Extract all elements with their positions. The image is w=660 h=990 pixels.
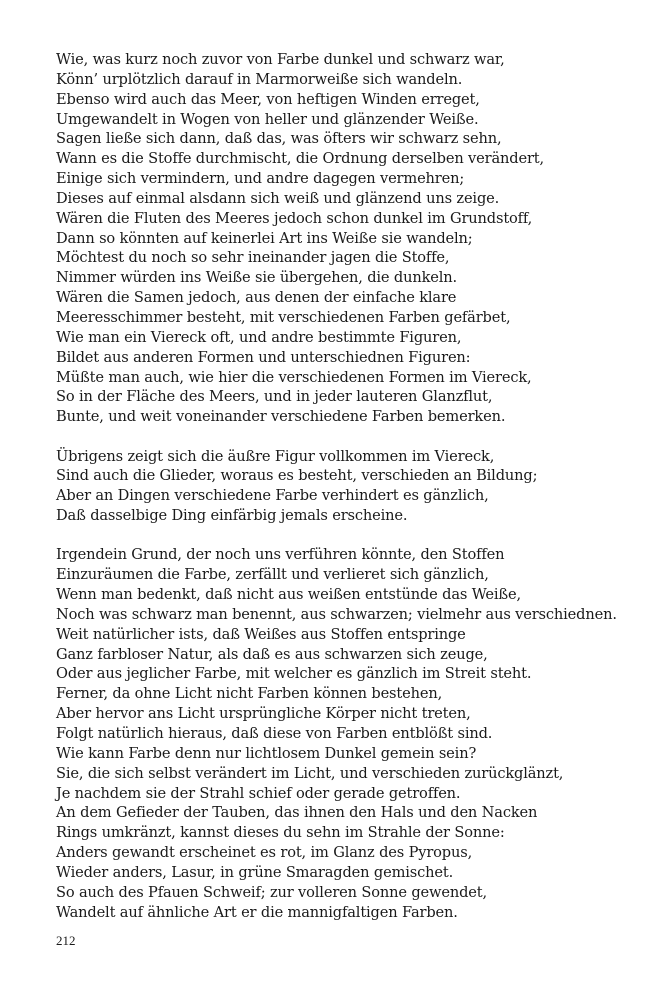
verse-line: Bildet aus anderen Formen und unterschiednen Figuren: xyxy=(56,348,471,366)
verse-line: Einzuräumen die Farbe, zerfällt und verlieret sich gänzlich, xyxy=(56,566,489,584)
verse-line: Wie kann Farbe denn nur lichtlosem Dunkel gemein sein? xyxy=(56,744,477,762)
stanza xyxy=(56,50,636,427)
verse-line: So auch des Pfauen Schweif; zur volleren Sonne gewendet, xyxy=(56,883,487,901)
page-number: 212 xyxy=(56,933,76,948)
verse-line: Umgewandelt in Wogen von heller und glänzender Weiße. xyxy=(56,110,479,128)
verse-line: Müßte man auch, wie hier die verschiedenen Formen im Viereck, xyxy=(56,368,532,386)
verse-line: Ganz farbloser Natur, als daß es aus schwarzen sich zeuge, xyxy=(56,645,488,663)
verse-line: Aber hervor ans Licht ursprüngliche Körper nicht treten, xyxy=(56,705,471,723)
verse-line: So in der Fläche des Meers, und in jeder lauteren Glanzflut, xyxy=(56,388,493,406)
verse-line: Übrigens zeigt sich die äußre Figur vollkommen im Viereck, xyxy=(56,447,495,465)
verse-line: Bunte, und weit voneinander verschiedene Farben bemerken. xyxy=(56,408,506,426)
verse-line: An dem Gefieder der Tauben, das ihnen den Hals und den Nacken xyxy=(56,804,538,822)
verse-line: Wieder anders, Lasur, in grüne Smaragden gemischet. xyxy=(56,863,454,881)
verse-line: Weit natürlicher ists, daß Weißes aus Stoffen entspringe xyxy=(56,625,466,643)
verse-line: Folgt natürlich hieraus, daß diese von Farben entblößt sind. xyxy=(56,725,493,742)
verse-line: Dann so könnten auf keinerlei Art ins Weiße sie wandeln; xyxy=(56,229,473,247)
poem-text-block xyxy=(56,50,636,942)
verse-line: Wann es die Stoffe durchmischt, die Ordnung derselben verändert, xyxy=(56,150,544,168)
verse-line: Sie, die sich selbst verändert im Licht, und verschieden zurückglänzt, xyxy=(56,764,564,782)
verse-line: Oder aus jeglicher Farbe, mit welcher es gänzlich im Streit steht. xyxy=(56,665,532,683)
verse-line: Wären die Fluten des Meeres jedoch schon dunkel im Grundstoff, xyxy=(56,209,533,227)
verse-line: Ebenso wird auch das Meer, von heftigen Winden erreget, xyxy=(56,90,480,108)
verse-line: Meeresschimmer besteht, mit verschiedenen Farben gefärbet, xyxy=(56,308,511,326)
stanza xyxy=(56,545,636,922)
verse-line: Noch was schwarz man benennt, aus schwarzen; vielmehr aus verschiednen. xyxy=(56,605,617,623)
verse-line: Irgendein Grund, der noch uns verführen könnte, den Stoffen xyxy=(56,546,505,564)
verse-line: Daß dasselbige Ding einfärbig jemals erscheine. xyxy=(56,507,408,525)
verse-line: Könn’ urplötzlich darauf in Marmorweiße sich wandeln. xyxy=(56,70,463,88)
verse-line: Einige sich vermindern, und andre dagegen vermehren; xyxy=(56,170,465,188)
verse-line: Sagen ließe sich dann, daß das, was öfters wir schwarz sehn, xyxy=(56,130,502,148)
verse-line: Rings umkränzt, kannst dieses du sehn im Strahle der Sonne: xyxy=(56,824,505,842)
verse-line: Wären die Samen jedoch, aus denen der einfache klare xyxy=(56,289,457,307)
verse-line: Möchtest du noch so sehr ineinander jagen die Stoffe, xyxy=(56,249,450,267)
verse-line: Wandelt auf ähnliche Art er die mannigfaltigen Farben. xyxy=(56,903,458,921)
verse-line: Aber an Dingen verschiedene Farbe verhindert es gänzlich, xyxy=(56,487,489,505)
verse-line: Wie, was kurz noch zuvor von Farbe dunkel und schwarz war, xyxy=(56,51,505,68)
verse-line: Wenn man bedenkt, daß nicht aus weißen entstünde das Weiße, xyxy=(56,586,521,604)
verse-line: Sind auch die Glieder, woraus es besteht, verschieden an Bildung; xyxy=(56,467,538,485)
verse-line: Je nachdem sie der Strahl schief oder gerade getroffen. xyxy=(56,784,461,802)
stanza xyxy=(56,447,636,526)
verse-line: Ferner, da ohne Licht nicht Farben können bestehen, xyxy=(56,685,443,703)
verse-line: Anders gewandt erscheinet es rot, im Glanz des Pyropus, xyxy=(56,844,473,862)
verse-line: Dieses auf einmal alsdann sich weiß und glänzend uns zeige. xyxy=(56,189,500,207)
verse-line: Wie man ein Viereck oft, und andre bestimmte Figuren, xyxy=(56,328,462,346)
verse-line: Nimmer würden ins Weiße sie übergehen, die dunkeln. xyxy=(56,269,458,287)
